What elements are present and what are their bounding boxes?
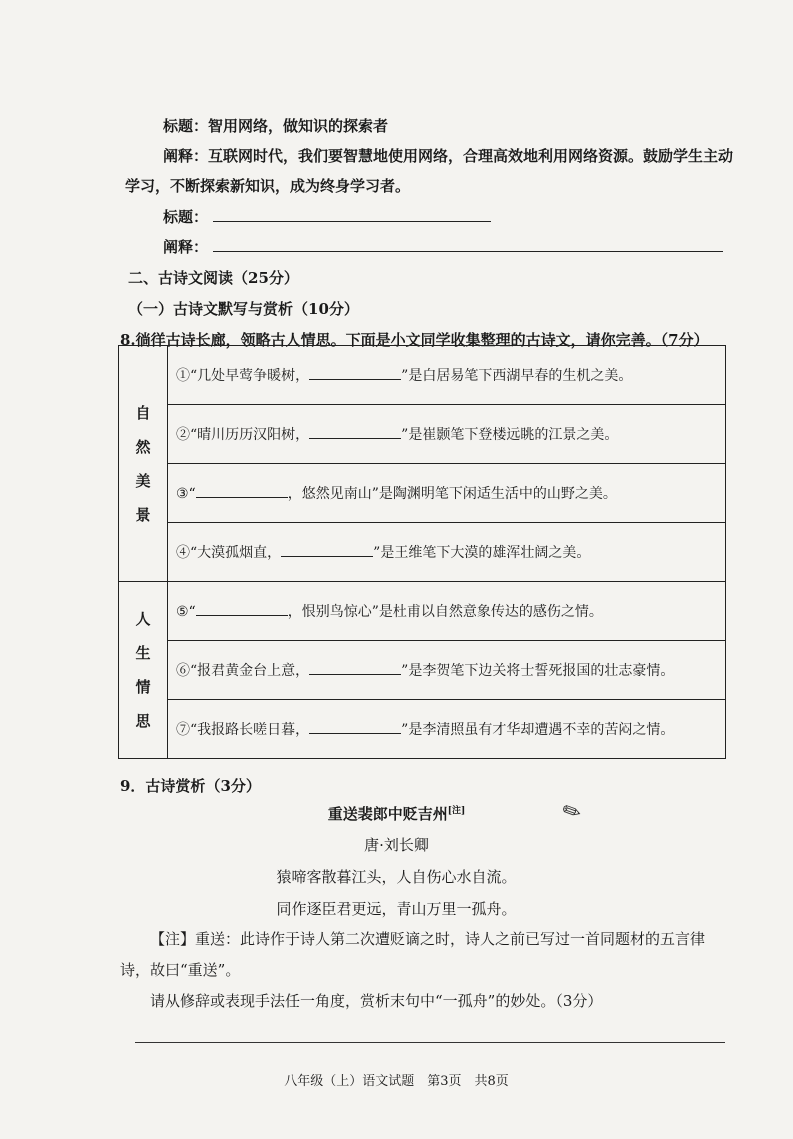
- poem-author: 唐·刘长卿: [364, 836, 429, 854]
- poem-row: ③“ ，悠然见南山”是陶渊明笔下闲适生活中的山野之美。: [168, 464, 726, 523]
- example-desc-line1: 阐释：互联网时代，我们要智慧地使用网络，合理高效地利用网络资源。鼓励学生主动: [163, 147, 734, 165]
- answer-blank[interactable]: [281, 544, 373, 557]
- desc-answer-label: 阐释：: [163, 238, 209, 256]
- answer-blank[interactable]: [309, 426, 401, 439]
- title-answer-label: 标题：: [163, 208, 209, 226]
- category-nature: 自 然 美 景: [119, 346, 168, 582]
- example-desc-line2: 学习，不断探索新知识，成为终身学习者。: [125, 177, 411, 195]
- title-answer-row: [163, 207, 491, 227]
- poem-table: [118, 345, 726, 759]
- answer-blank[interactable]: [309, 721, 401, 734]
- answer-blank[interactable]: [196, 485, 288, 498]
- poem-note-line2: 诗，故曰“重送”。: [120, 961, 241, 979]
- poem-row: ②“晴川历历汉阳树， ”是崔颢笔下登楼远眺的江景之美。: [168, 405, 726, 464]
- poem-title: 重送裴郎中贬吉州[注]: [327, 805, 466, 823]
- answer-blank[interactable]: [309, 367, 401, 380]
- title-answer-blank[interactable]: [213, 207, 491, 222]
- poem-row: ④“大漠孤烟直， ”是王维笔下大漠的雄浑壮阔之美。: [168, 523, 726, 582]
- question-9-prompt: 请从修辞或表现手法任一角度，赏析末句中“一孤舟”的妙处。（3分）: [150, 992, 603, 1010]
- page-footer: 八年级（上）语文试题 第3页 共8页: [284, 1074, 509, 1089]
- subsection-heading: （一）古诗文默写与赏析（10分）: [128, 300, 359, 318]
- desc-answer-row: [163, 237, 723, 257]
- poem-row: ⑥“报君黄金台上意， ”是李贺笔下边关将士誓死报国的壮志豪情。: [168, 641, 726, 700]
- category-life: 人 生 情 思: [119, 582, 168, 759]
- question-8: 8.徜徉古诗长廊，领略古人情思。下面是小文同学收集整理的古诗文，请你完善。（7分）: [120, 331, 709, 349]
- poem-note-line1: 【注】重送：此诗作于诗人第二次遭贬谪之时，诗人之前已写过一首同题材的五言律: [150, 930, 706, 948]
- answer-blank[interactable]: [309, 662, 401, 675]
- handwritten-mark: ✎: [558, 797, 586, 828]
- poem-row: ①“几处早莺争暖树， ”是白居易笔下西湖早春的生机之美。: [168, 346, 726, 405]
- question-9: 9．古诗赏析（3分）: [120, 777, 261, 795]
- divider: [135, 1042, 725, 1043]
- note-marker: [注]: [447, 806, 466, 816]
- poem-line-1: 猿啼客散暮江头，人自伤心水自流。: [276, 868, 517, 886]
- answer-blank[interactable]: [196, 603, 288, 616]
- poem-row: ⑤“ ，恨别鸟惊心”是杜甫以自然意象传达的感伤之情。: [168, 582, 726, 641]
- example-title: 标题：智用网络，做知识的探索者: [163, 117, 389, 135]
- poem-row: ⑦“我报路长嗟日暮， ”是李清照虽有才华却遭遇不幸的苦闷之情。: [168, 700, 726, 759]
- poem-line-2: 同作逐臣君更远，青山万里一孤舟。: [276, 900, 517, 918]
- desc-answer-blank[interactable]: [213, 237, 723, 252]
- section-heading: 二、古诗文阅读（25分）: [128, 269, 299, 287]
